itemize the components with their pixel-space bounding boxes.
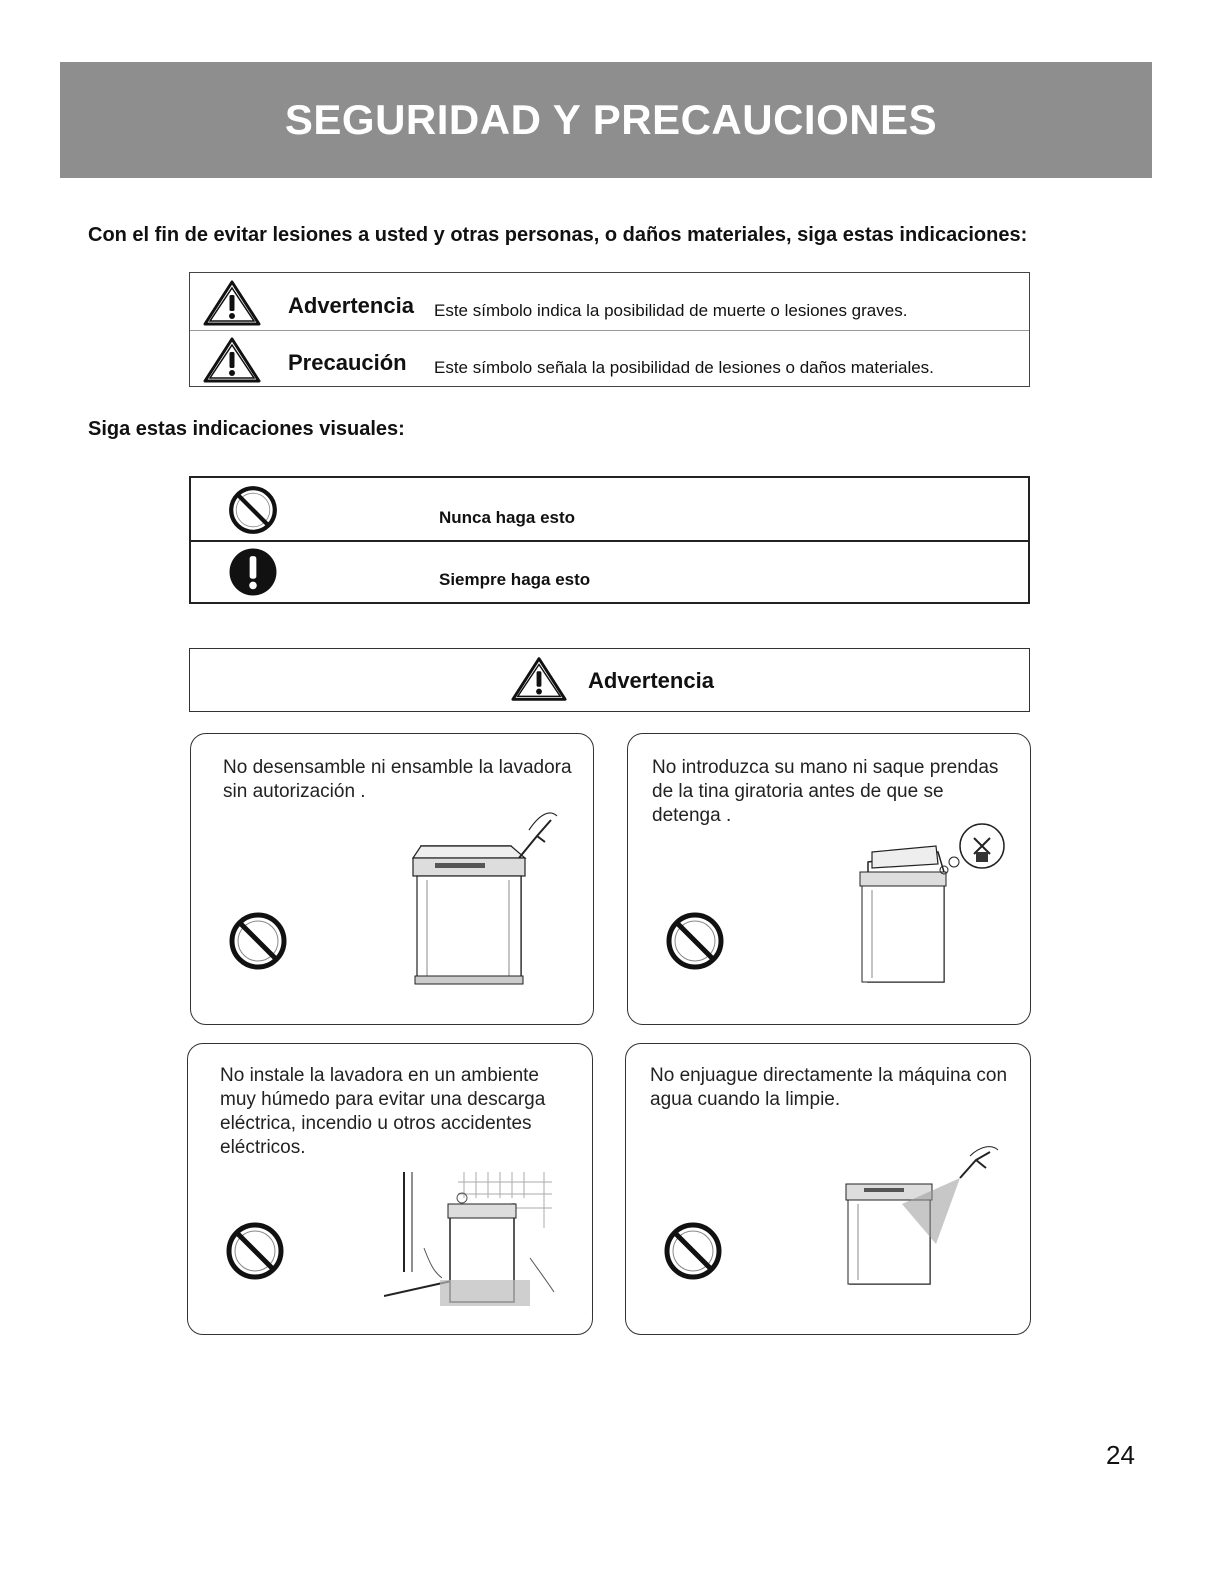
symbol-legend (189, 272, 1030, 387)
intro-text: Con el fin de evitar lesiones a usted y otras personas, o daños materiales, siga estas indicaciones: (88, 224, 1028, 246)
page-number: 24 (1106, 1440, 1135, 1470)
prohibition-icon (662, 1220, 724, 1282)
warning-section-label: Advertencia (588, 668, 714, 693)
card-text: No instale la lavadora en un ambiente muy húmedo para evitar una descarga eléctrica, incendio u otros accidentes eléctricos. (220, 1065, 546, 1158)
prohibition-icon (224, 1220, 286, 1282)
warning-section-header (189, 648, 1030, 712)
mandatory-icon (227, 546, 279, 598)
washer-hand-illustration (848, 822, 1008, 992)
prohibition-icon (227, 910, 289, 972)
warning-card (187, 1043, 593, 1335)
washer-water-spray-illustration (840, 1144, 1010, 1294)
visual-label: Nunca haga esto (439, 508, 576, 527)
visual-label: Siempre haga esto (439, 570, 591, 589)
legend-description: Este símbolo indica la posibilidad de muerte o lesiones graves. (434, 301, 908, 320)
visual-indications-table (189, 476, 1030, 604)
legend-description: Este símbolo señala la posibilidad de lesiones o daños materiales. (434, 358, 934, 377)
card-text: No introduzca su mano ni saque prendas de la tina giratoria antes de que se detenga . (652, 757, 999, 826)
visual-row-always (191, 540, 1028, 602)
title-banner (60, 62, 1152, 178)
legend-term: Advertencia (288, 293, 414, 318)
page-title: SEGURIDAD Y PRECAUCIONES (284, 96, 938, 143)
warning-triangle-icon (202, 279, 262, 327)
legend-term: Precaución (288, 350, 407, 375)
warning-triangle-icon (202, 336, 262, 384)
prohibition-icon (227, 484, 279, 536)
visual-row-never (191, 478, 1028, 542)
warning-card (627, 733, 1031, 1025)
legend-row-precaucion (190, 330, 1029, 387)
prohibition-icon (664, 910, 726, 972)
card-text: No desensamble ni ensamble la lavadora sin autorización . (223, 757, 572, 802)
card-text: No enjuague directamente la máquina con agua cuando la limpie. (650, 1065, 1008, 1110)
visual-indications-title: Siga estas indicaciones visuales: (88, 418, 405, 440)
warning-triangle-icon (510, 655, 568, 703)
legend-row-advertencia (190, 273, 1029, 331)
washer-humid-room-illustration (384, 1168, 564, 1308)
warning-card (625, 1043, 1031, 1335)
washer-disassembly-illustration (401, 806, 561, 996)
warning-card (190, 733, 594, 1025)
